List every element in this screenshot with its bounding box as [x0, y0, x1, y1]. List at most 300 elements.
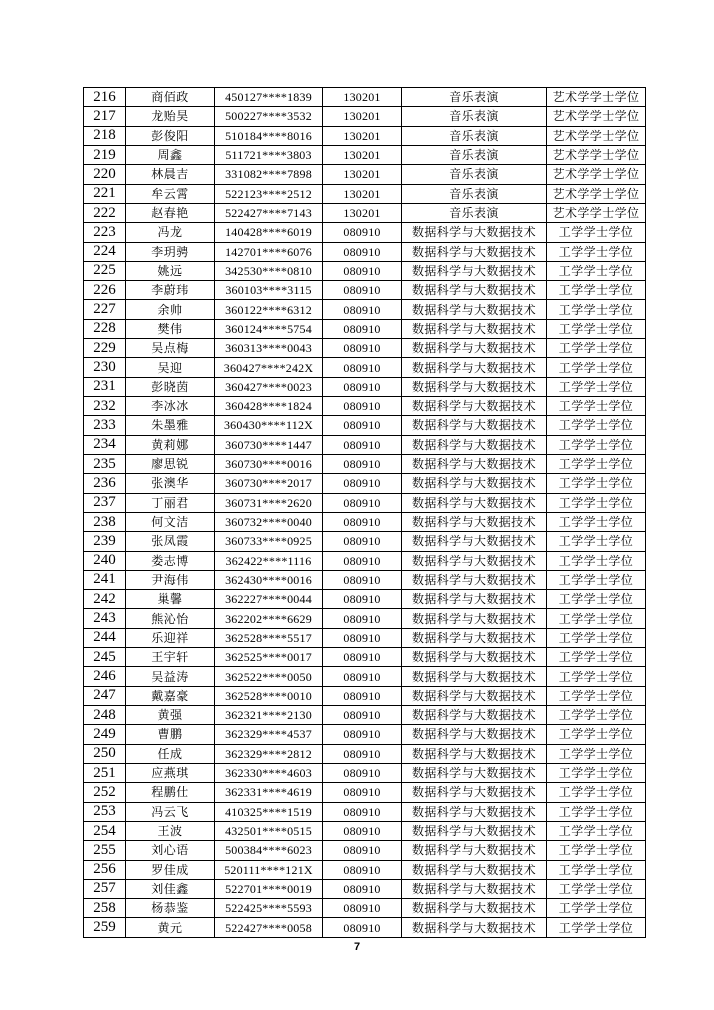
row-number: 230 [84, 358, 126, 377]
major-code: 080910 [323, 223, 402, 242]
degree-type: 工学学士学位 [547, 261, 646, 280]
row-number: 255 [84, 841, 126, 860]
degree-type: 工学学士学位 [547, 590, 646, 609]
major-name: 数据科学与大数据技术 [402, 783, 547, 802]
major-code: 080910 [323, 841, 402, 860]
row-number: 252 [84, 783, 126, 802]
table-row [84, 628, 646, 647]
row-number: 223 [84, 223, 126, 242]
degree-type: 工学学士学位 [547, 609, 646, 628]
major-name: 数据科学与大数据技术 [402, 706, 547, 725]
student-name: 巢馨 [126, 590, 215, 609]
student-name: 丁丽君 [126, 493, 215, 512]
degree-type: 工学学士学位 [547, 377, 646, 396]
table-row [84, 416, 646, 435]
row-number: 233 [84, 416, 126, 435]
major-code: 080910 [323, 397, 402, 416]
major-code: 080910 [323, 763, 402, 782]
student-name: 吴益涛 [126, 667, 215, 686]
id-number: 360428****1824 [215, 397, 323, 416]
id-number: 360732****0040 [215, 512, 323, 531]
major-code: 080910 [323, 648, 402, 667]
degree-type: 工学学士学位 [547, 532, 646, 551]
major-name: 数据科学与大数据技术 [402, 358, 547, 377]
id-number: 362227****0044 [215, 590, 323, 609]
degree-type: 工学学士学位 [547, 899, 646, 918]
student-name: 张凤霞 [126, 532, 215, 551]
student-name: 李玥骋 [126, 242, 215, 261]
student-name: 尹海伟 [126, 570, 215, 589]
row-number: 225 [84, 261, 126, 280]
student-name: 何文洁 [126, 512, 215, 531]
student-name: 罗佳成 [126, 860, 215, 879]
major-name: 数据科学与大数据技术 [402, 609, 547, 628]
degree-type: 工学学士学位 [547, 397, 646, 416]
degree-type: 工学学士学位 [547, 358, 646, 377]
degree-type: 工学学士学位 [547, 454, 646, 473]
major-code: 080910 [323, 474, 402, 493]
table-row [84, 763, 646, 782]
id-number: 142701****6076 [215, 242, 323, 261]
id-number: 510184****8016 [215, 126, 323, 145]
student-name: 李蔚玮 [126, 281, 215, 300]
major-name: 数据科学与大数据技术 [402, 512, 547, 531]
degree-type: 工学学士学位 [547, 300, 646, 319]
row-number: 244 [84, 628, 126, 647]
major-name: 数据科学与大数据技术 [402, 397, 547, 416]
table-row [84, 377, 646, 396]
page-number: 7 [353, 941, 361, 953]
degree-roster-table [83, 87, 646, 938]
table-row [84, 821, 646, 840]
table-row [84, 783, 646, 802]
student-name: 龙贻昊 [126, 107, 215, 126]
row-number: 245 [84, 648, 126, 667]
student-name: 娄志博 [126, 551, 215, 570]
table-row [84, 841, 646, 860]
table-row [84, 165, 646, 184]
major-code: 080910 [323, 339, 402, 358]
major-name: 数据科学与大数据技术 [402, 300, 547, 319]
degree-type: 工学学士学位 [547, 783, 646, 802]
degree-type: 工学学士学位 [547, 570, 646, 589]
degree-type: 工学学士学位 [547, 841, 646, 860]
row-number: 231 [84, 377, 126, 396]
row-number: 219 [84, 145, 126, 164]
degree-type: 工学学士学位 [547, 725, 646, 744]
id-number: 362525****0017 [215, 648, 323, 667]
table-row [84, 512, 646, 531]
degree-type: 工学学士学位 [547, 706, 646, 725]
table-row [84, 802, 646, 821]
student-name: 黄强 [126, 706, 215, 725]
id-number: 522427****7143 [215, 203, 323, 222]
degree-type: 艺术学学士学位 [547, 88, 646, 107]
table-row [84, 686, 646, 705]
id-number: 511721****3803 [215, 145, 323, 164]
table-row [84, 223, 646, 242]
row-number: 254 [84, 821, 126, 840]
degree-type: 工学学士学位 [547, 281, 646, 300]
id-number: 362422****1116 [215, 551, 323, 570]
degree-type: 工学学士学位 [547, 802, 646, 821]
student-name: 刘佳鑫 [126, 879, 215, 898]
row-number: 236 [84, 474, 126, 493]
major-name: 数据科学与大数据技术 [402, 474, 547, 493]
major-name: 数据科学与大数据技术 [402, 841, 547, 860]
major-name: 数据科学与大数据技术 [402, 416, 547, 435]
degree-type: 工学学士学位 [547, 551, 646, 570]
row-number: 234 [84, 435, 126, 454]
major-name: 音乐表演 [402, 88, 547, 107]
major-name: 数据科学与大数据技术 [402, 319, 547, 338]
student-name: 应燕琪 [126, 763, 215, 782]
major-code: 080910 [323, 551, 402, 570]
major-name: 数据科学与大数据技术 [402, 899, 547, 918]
id-number: 360731****2620 [215, 493, 323, 512]
table-row [84, 397, 646, 416]
table-row [84, 107, 646, 126]
id-number: 360427****242X [215, 358, 323, 377]
degree-type: 艺术学学士学位 [547, 203, 646, 222]
table-row [84, 281, 646, 300]
table-row [84, 899, 646, 918]
degree-type: 工学学士学位 [547, 667, 646, 686]
student-name: 乐迎祥 [126, 628, 215, 647]
id-number: 360122****6312 [215, 300, 323, 319]
id-number: 432501****0515 [215, 821, 323, 840]
major-code: 080910 [323, 493, 402, 512]
major-name: 数据科学与大数据技术 [402, 590, 547, 609]
major-name: 数据科学与大数据技术 [402, 281, 547, 300]
id-number: 362202****6629 [215, 609, 323, 628]
degree-type: 艺术学学士学位 [547, 107, 646, 126]
student-name: 朱墨雅 [126, 416, 215, 435]
table-row [84, 184, 646, 203]
id-number: 522427****0058 [215, 918, 323, 937]
id-number: 331082****7898 [215, 165, 323, 184]
id-number: 360430****112X [215, 416, 323, 435]
table-row [84, 126, 646, 145]
student-name: 熊沁怡 [126, 609, 215, 628]
table-row [84, 744, 646, 763]
table-row [84, 474, 646, 493]
id-number: 362329****2812 [215, 744, 323, 763]
degree-type: 工学学士学位 [547, 416, 646, 435]
major-code: 080910 [323, 416, 402, 435]
student-name: 李冰冰 [126, 397, 215, 416]
student-name: 戴嘉豪 [126, 686, 215, 705]
major-name: 数据科学与大数据技术 [402, 435, 547, 454]
major-code: 080910 [323, 918, 402, 937]
major-code: 080910 [323, 242, 402, 261]
student-name: 牟云霄 [126, 184, 215, 203]
id-number: 360733****0925 [215, 532, 323, 551]
major-name: 数据科学与大数据技术 [402, 261, 547, 280]
row-number: 249 [84, 725, 126, 744]
row-number: 239 [84, 532, 126, 551]
row-number: 258 [84, 899, 126, 918]
major-code: 080910 [323, 628, 402, 647]
id-number: 360730****2017 [215, 474, 323, 493]
major-code: 130201 [323, 107, 402, 126]
table-row [84, 358, 646, 377]
row-number: 246 [84, 667, 126, 686]
major-name: 数据科学与大数据技术 [402, 648, 547, 667]
row-number: 228 [84, 319, 126, 338]
major-name: 数据科学与大数据技术 [402, 377, 547, 396]
id-number: 342530****0810 [215, 261, 323, 280]
row-number: 224 [84, 242, 126, 261]
student-name: 曹鹏 [126, 725, 215, 744]
major-name: 数据科学与大数据技术 [402, 242, 547, 261]
major-code: 080910 [323, 512, 402, 531]
row-number: 257 [84, 879, 126, 898]
major-name: 音乐表演 [402, 145, 547, 164]
major-code: 080910 [323, 532, 402, 551]
degree-type: 工学学士学位 [547, 512, 646, 531]
major-name: 数据科学与大数据技术 [402, 628, 547, 647]
major-code: 080910 [323, 744, 402, 763]
degree-type: 艺术学学士学位 [547, 145, 646, 164]
major-name: 数据科学与大数据技术 [402, 879, 547, 898]
row-number: 220 [84, 165, 126, 184]
major-name: 数据科学与大数据技术 [402, 744, 547, 763]
major-code: 080910 [323, 725, 402, 744]
id-number: 360427****0023 [215, 377, 323, 396]
degree-type: 工学学士学位 [547, 628, 646, 647]
major-code: 130201 [323, 203, 402, 222]
table-row [84, 339, 646, 358]
id-number: 360730****1447 [215, 435, 323, 454]
row-number: 222 [84, 203, 126, 222]
row-number: 248 [84, 706, 126, 725]
degree-type: 艺术学学士学位 [547, 165, 646, 184]
major-code: 080910 [323, 281, 402, 300]
major-code: 130201 [323, 88, 402, 107]
major-code: 080910 [323, 879, 402, 898]
degree-type: 工学学士学位 [547, 648, 646, 667]
degree-type: 工学学士学位 [547, 339, 646, 358]
major-code: 080910 [323, 821, 402, 840]
major-code: 080910 [323, 435, 402, 454]
table-row [84, 551, 646, 570]
id-number: 360103****3115 [215, 281, 323, 300]
major-name: 数据科学与大数据技术 [402, 667, 547, 686]
student-name: 刘心语 [126, 841, 215, 860]
table-row [84, 879, 646, 898]
table-row [84, 493, 646, 512]
major-name: 数据科学与大数据技术 [402, 821, 547, 840]
student-name: 周鑫 [126, 145, 215, 164]
major-code: 080910 [323, 609, 402, 628]
row-number: 247 [84, 686, 126, 705]
table-row [84, 203, 646, 222]
row-number: 232 [84, 397, 126, 416]
id-number: 362321****2130 [215, 706, 323, 725]
id-number: 450127****1839 [215, 88, 323, 107]
id-number: 522123****2512 [215, 184, 323, 203]
id-number: 362528****0010 [215, 686, 323, 705]
student-name: 樊伟 [126, 319, 215, 338]
major-code: 080910 [323, 899, 402, 918]
major-name: 数据科学与大数据技术 [402, 339, 547, 358]
major-code: 080910 [323, 802, 402, 821]
degree-type: 艺术学学士学位 [547, 184, 646, 203]
table-row [84, 88, 646, 107]
student-name: 彭俊阳 [126, 126, 215, 145]
major-name: 数据科学与大数据技术 [402, 223, 547, 242]
major-name: 音乐表演 [402, 203, 547, 222]
degree-type: 工学学士学位 [547, 918, 646, 937]
major-code: 130201 [323, 126, 402, 145]
major-name: 数据科学与大数据技术 [402, 570, 547, 589]
row-number: 259 [84, 918, 126, 937]
table-row [84, 918, 646, 937]
degree-type: 工学学士学位 [547, 744, 646, 763]
table-row [84, 145, 646, 164]
id-number: 360730****0016 [215, 454, 323, 473]
table-row [84, 648, 646, 667]
row-number: 227 [84, 300, 126, 319]
row-number: 243 [84, 609, 126, 628]
table-row [84, 590, 646, 609]
major-code: 080910 [323, 570, 402, 589]
major-name: 数据科学与大数据技术 [402, 725, 547, 744]
major-name: 数据科学与大数据技术 [402, 551, 547, 570]
student-name: 姚远 [126, 261, 215, 280]
degree-type: 工学学士学位 [547, 319, 646, 338]
table-row [84, 532, 646, 551]
id-number: 522425****5593 [215, 899, 323, 918]
degree-type: 艺术学学士学位 [547, 126, 646, 145]
table-row [84, 570, 646, 589]
major-name: 音乐表演 [402, 126, 547, 145]
degree-type: 工学学士学位 [547, 763, 646, 782]
row-number: 237 [84, 493, 126, 512]
id-number: 362528****5517 [215, 628, 323, 647]
student-name: 任成 [126, 744, 215, 763]
table-row [84, 300, 646, 319]
table-row [84, 706, 646, 725]
student-name: 黄莉娜 [126, 435, 215, 454]
major-code: 080910 [323, 358, 402, 377]
student-name: 赵春艳 [126, 203, 215, 222]
student-name: 吴迎 [126, 358, 215, 377]
major-code: 080910 [323, 667, 402, 686]
major-code: 080910 [323, 686, 402, 705]
id-number: 362522****0050 [215, 667, 323, 686]
id-number: 362329****4537 [215, 725, 323, 744]
student-name: 廖思锐 [126, 454, 215, 473]
table-row [84, 242, 646, 261]
student-name: 彭晓茵 [126, 377, 215, 396]
degree-type: 工学学士学位 [547, 474, 646, 493]
major-code: 080910 [323, 377, 402, 396]
major-name: 数据科学与大数据技术 [402, 493, 547, 512]
row-number: 251 [84, 763, 126, 782]
degree-type: 工学学士学位 [547, 223, 646, 242]
id-number: 500384****6023 [215, 841, 323, 860]
student-name: 余帅 [126, 300, 215, 319]
major-code: 080910 [323, 261, 402, 280]
student-name: 林晨吉 [126, 165, 215, 184]
row-number: 217 [84, 107, 126, 126]
row-number: 250 [84, 744, 126, 763]
id-number: 362330****4603 [215, 763, 323, 782]
degree-type: 工学学士学位 [547, 860, 646, 879]
major-name: 音乐表演 [402, 107, 547, 126]
table-row [84, 725, 646, 744]
major-name: 数据科学与大数据技术 [402, 918, 547, 937]
row-number: 242 [84, 590, 126, 609]
degree-type: 工学学士学位 [547, 435, 646, 454]
student-name: 杨恭鉴 [126, 899, 215, 918]
row-number: 256 [84, 860, 126, 879]
major-name: 数据科学与大数据技术 [402, 454, 547, 473]
student-name: 王宇轩 [126, 648, 215, 667]
id-number: 362331****4619 [215, 783, 323, 802]
major-code: 080910 [323, 783, 402, 802]
major-code: 080910 [323, 319, 402, 338]
id-number: 362430****0016 [215, 570, 323, 589]
row-number: 253 [84, 802, 126, 821]
major-name: 数据科学与大数据技术 [402, 532, 547, 551]
degree-type: 工学学士学位 [547, 242, 646, 261]
table-row [84, 435, 646, 454]
id-number: 522701****0019 [215, 879, 323, 898]
id-number: 520111****121X [215, 860, 323, 879]
row-number: 238 [84, 512, 126, 531]
major-name: 数据科学与大数据技术 [402, 686, 547, 705]
row-number: 229 [84, 339, 126, 358]
major-code: 080910 [323, 454, 402, 473]
table-row [84, 609, 646, 628]
row-number: 240 [84, 551, 126, 570]
row-number: 221 [84, 184, 126, 203]
id-number: 410325****1519 [215, 802, 323, 821]
row-number: 226 [84, 281, 126, 300]
major-name: 数据科学与大数据技术 [402, 763, 547, 782]
degree-type: 工学学士学位 [547, 821, 646, 840]
major-code: 130201 [323, 184, 402, 203]
major-code: 130201 [323, 165, 402, 184]
student-name: 程鹏仕 [126, 783, 215, 802]
row-number: 235 [84, 454, 126, 473]
major-name: 数据科学与大数据技术 [402, 860, 547, 879]
id-number: 360313****0043 [215, 339, 323, 358]
table-row [84, 667, 646, 686]
degree-type: 工学学士学位 [547, 686, 646, 705]
major-code: 080910 [323, 706, 402, 725]
student-name: 王波 [126, 821, 215, 840]
major-name: 音乐表演 [402, 165, 547, 184]
table-row [84, 319, 646, 338]
row-number: 218 [84, 126, 126, 145]
degree-type: 工学学士学位 [547, 493, 646, 512]
student-name: 吴点梅 [126, 339, 215, 358]
id-number: 140428****6019 [215, 223, 323, 242]
student-name: 黄元 [126, 918, 215, 937]
id-number: 360124****5754 [215, 319, 323, 338]
table-row [84, 454, 646, 473]
major-code: 080910 [323, 590, 402, 609]
student-name: 商佰政 [126, 88, 215, 107]
major-code: 080910 [323, 300, 402, 319]
id-number: 500227****3532 [215, 107, 323, 126]
table-row [84, 261, 646, 280]
major-name: 音乐表演 [402, 184, 547, 203]
